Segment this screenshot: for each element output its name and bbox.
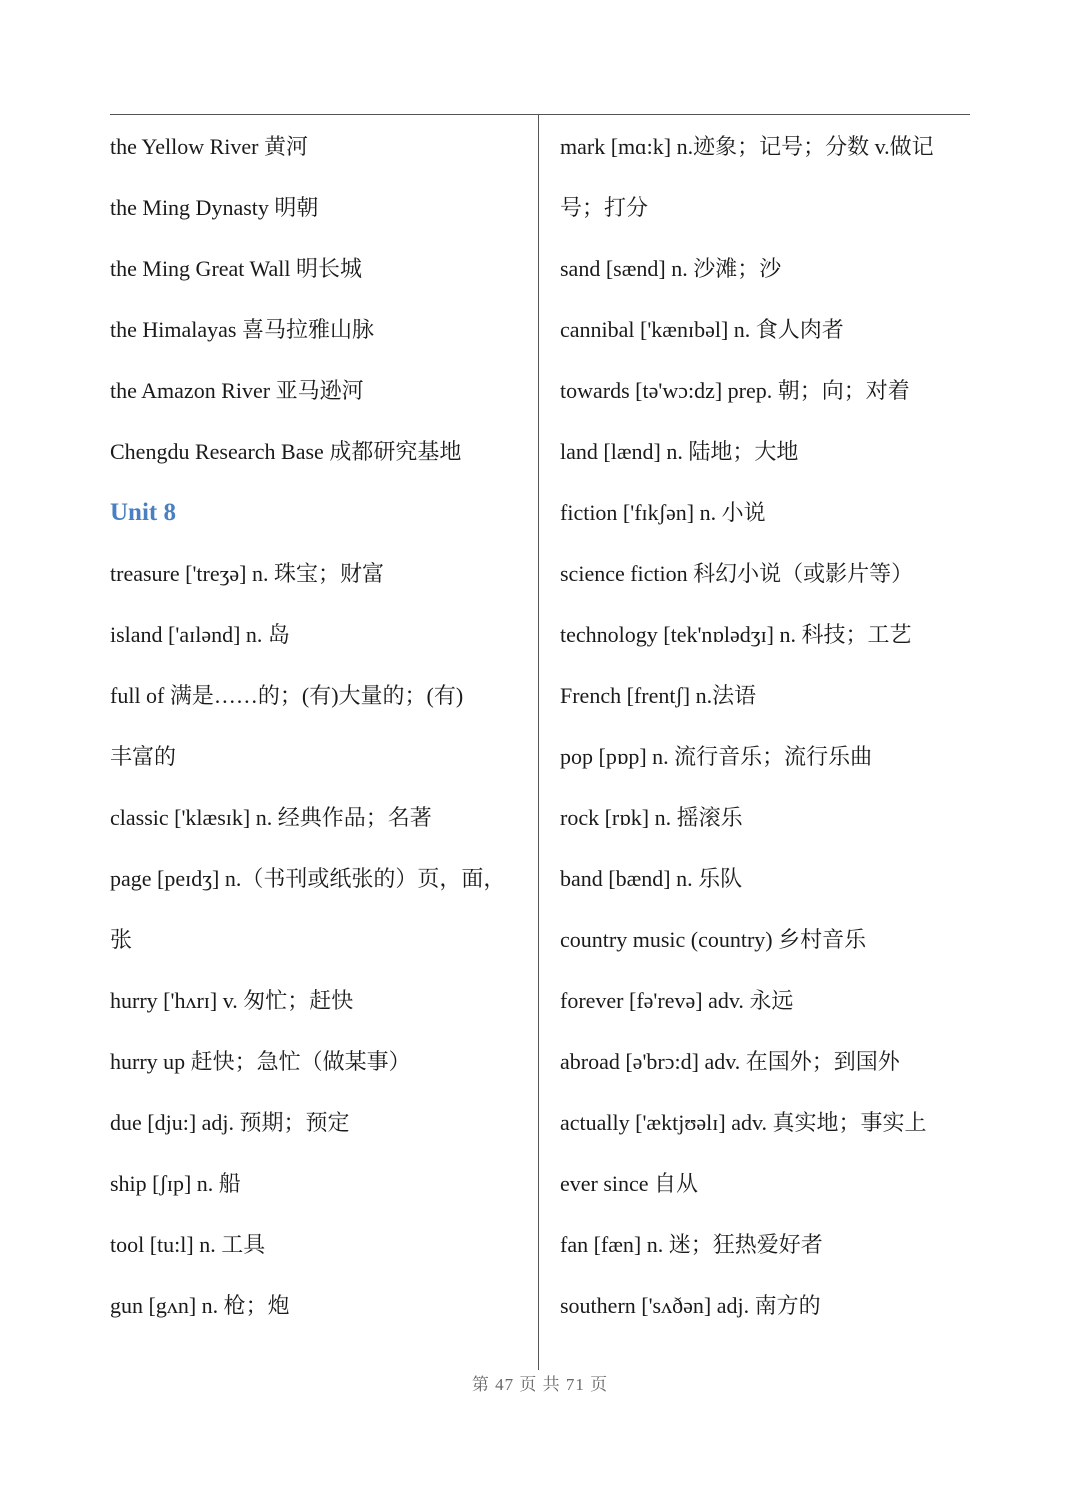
vocab-line: fan [fæn] n. 迷；狂热爱好者 [560,1232,823,1257]
vocab-line: band [bænd] n. 乐队 [560,866,743,891]
vocab-line: 张 [110,927,133,952]
right-column [560,116,975,1336]
vocab-line: ever since 自从 [560,1171,699,1196]
vocab-line: full of 满是……的；(有)大量的；(有) [110,683,464,708]
vocab-line: sand [sænd] n. 沙滩；沙 [560,256,782,281]
left-column [110,116,530,1336]
vocab-line: treasure ['treʒə] n. 珠宝；财富 [110,561,384,586]
vocab-line: the Ming Great Wall 明长城 [110,256,363,281]
vocab-line: abroad [ə'brɔ:d] adv. 在国外；到国外 [560,1049,900,1074]
vocab-line: 号；打分 [560,195,649,220]
vocab-line: fiction ['fɪkʃən] n. 小说 [560,500,766,525]
vocab-line: southern ['sʌðən] adj. 南方的 [560,1293,821,1318]
column-divider [538,115,539,1370]
vocab-line: actually ['æktjʊəlɪ] adv. 真实地；事实上 [560,1110,927,1135]
vocab-line: rock [rɒk] n. 摇滚乐 [560,805,743,830]
vocab-line: pop [pɒp] n. 流行音乐；流行乐曲 [560,744,873,769]
vocab-line: towards [tə'wɔ:dz] prep. 朝；向；对着 [560,378,910,403]
vocab-line: mark [mɑ:k] n.迹象；记号；分数 v.做记 [560,134,934,159]
vocab-line: island ['aɪlənd] n. 岛 [110,622,290,647]
vocab-line: 丰富的 [110,744,177,769]
vocab-line: classic ['klæsɪk] n. 经典作品；名著 [110,805,432,830]
page-number-footer: 第 47 页 共 71 页 [471,1375,609,1394]
vocab-line: the Yellow River 黄河 [110,134,309,159]
vocab-line: page [peɪdʒ] n.（书刊或纸张的）页，面， [110,866,506,891]
vocab-line: due [dju:] adj. 预期；预定 [110,1110,350,1135]
unit-heading: Unit 8 [110,499,176,526]
vocab-line: forever [fə'revə] adv. 永远 [560,988,794,1013]
vocab-line: tool [tu:l] n. 工具 [110,1232,266,1257]
vocab-line: technology [tek'nɒlədʒɪ] n. 科技；工艺 [560,622,912,647]
vocab-line: country music (country) 乡村音乐 [560,927,867,952]
vocab-line: the Himalayas 喜马拉雅山脉 [110,317,374,342]
vocab-line: ship [ʃɪp] n. 船 [110,1171,241,1196]
top-rule [110,114,970,115]
vocab-line: the Amazon River 亚马逊河 [110,378,364,403]
vocab-line: gun [gʌn] n. 枪；炮 [110,1293,290,1318]
vocab-line: the Ming Dynasty 明朝 [110,195,319,220]
vocab-line: land [lænd] n. 陆地；大地 [560,439,799,464]
vocab-line: hurry up 赶快；急忙（做某事） [110,1049,411,1074]
vocab-line: French [frentʃ] n.法语 [560,683,757,708]
vocab-line: Chengdu Research Base 成都研究基地 [110,439,462,464]
vocab-line: science fiction 科幻小说（或影片等） [560,561,914,586]
vocab-line: cannibal ['kænɪbəl] n. 食人肉者 [560,317,844,342]
vocab-line: hurry ['hʌrɪ] v. 匆忙；赶快 [110,988,354,1013]
